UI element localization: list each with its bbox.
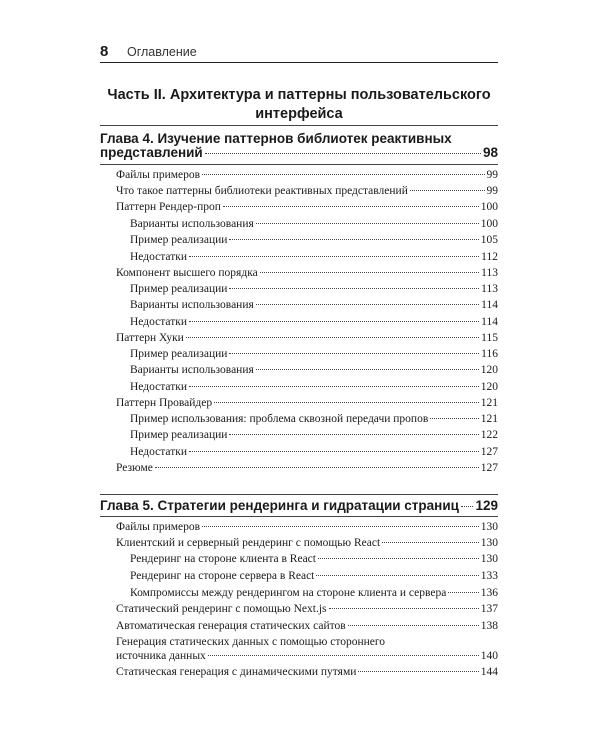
entry-page-number: 121 (480, 397, 498, 409)
dot-leader (329, 608, 479, 609)
entry-page-number: 115 (481, 332, 498, 344)
entry-title: Рендеринг на стороне сервера в React (130, 570, 315, 582)
entry-title: Файлы примеров (116, 521, 201, 533)
entry-title: Рендеринг на стороне клиента в React (130, 553, 316, 565)
toc-subentry[interactable] (130, 429, 498, 441)
toc-subentry[interactable] (130, 413, 498, 425)
part-title-line: Часть II. Архитектура и паттерны пользовательского (107, 87, 491, 103)
entry-page-number: 138 (480, 620, 498, 632)
dot-leader (214, 402, 479, 403)
dot-leader (410, 190, 485, 191)
toc-entry[interactable] (116, 332, 498, 344)
entry-title: Пример реализации (130, 234, 228, 246)
entry-title: Автоматическая генерация статических сайтов (116, 620, 346, 632)
toc-entry[interactable] (116, 185, 498, 197)
dot-leader (202, 526, 479, 527)
entry-page-number: 133 (480, 570, 498, 582)
entry-page-number: 144 (480, 666, 498, 678)
entry-page-number: 112 (481, 251, 498, 263)
dot-leader (202, 174, 484, 175)
toc-entry[interactable] (116, 666, 498, 678)
dot-leader (189, 451, 479, 452)
section-rule (100, 125, 498, 126)
entry-title: Файлы примеров (116, 169, 201, 181)
entry-page-number: 130 (480, 553, 498, 565)
dot-leader (205, 153, 481, 154)
entry-title: Пример реализации (130, 429, 228, 441)
entry-page-number: 114 (481, 299, 498, 311)
entry-title: Клиентский и серверный рендеринг с помощью React (116, 537, 381, 549)
dot-leader (358, 671, 478, 672)
toc-subentry[interactable] (130, 570, 498, 582)
entry-title: Недостатки (130, 251, 187, 263)
toc-entry[interactable] (116, 201, 498, 213)
toc-subentry[interactable] (130, 299, 498, 311)
entry-page-number: 121 (480, 413, 498, 425)
entry-title: Паттерн Провайдер (116, 397, 213, 409)
entry-page-number: 130 (480, 537, 498, 549)
toc-subentry[interactable] (130, 283, 498, 295)
chapter-entry[interactable] (100, 498, 498, 513)
chapter-title: Глава 4. Изучение паттернов библиотек реактивных (100, 131, 452, 146)
dot-leader (260, 272, 479, 273)
toc-subentry[interactable] (130, 553, 498, 565)
dot-leader (189, 386, 479, 387)
toc-entry[interactable] (116, 620, 498, 632)
entry-page-number: 100 (480, 218, 498, 230)
entry-title: Варианты использования (130, 299, 254, 311)
entry-page-number: 99 (486, 169, 498, 181)
dot-leader (155, 467, 479, 468)
entry-page-number: 127 (480, 462, 498, 474)
toc-entry[interactable] (116, 537, 498, 549)
dot-leader (186, 337, 479, 338)
toc-subentry[interactable] (130, 587, 498, 599)
entry-title: источника данных (116, 650, 206, 662)
toc-subentry[interactable] (130, 251, 498, 263)
entry-title: Паттерн Хуки (116, 332, 184, 344)
entry-page-number: 140 (480, 650, 498, 662)
part-title-line: интерфейса (255, 106, 343, 122)
entry-page-number: 130 (480, 521, 498, 533)
entry-title: Недостатки (130, 316, 187, 328)
toc-subentry[interactable] (130, 381, 498, 393)
toc-entry[interactable] (116, 397, 498, 409)
entry-title: Пример использования: проблема сквозной передачи пропов (130, 413, 429, 425)
entry-page-number: 116 (481, 348, 498, 360)
dot-leader (382, 542, 479, 543)
running-header-title: Оглавление (127, 45, 197, 59)
dot-leader (448, 592, 478, 593)
dot-leader (256, 369, 479, 370)
entry-page-number: 100 (480, 201, 498, 213)
entry-title: Недостатки (130, 381, 187, 393)
entry-page-number: 120 (480, 381, 498, 393)
toc-entry[interactable] (116, 169, 498, 181)
entry-title: Паттерн Рендер-проп (116, 201, 221, 213)
section-rule (100, 516, 498, 517)
entry-title: Пример реализации (130, 348, 228, 360)
dot-leader (348, 625, 479, 626)
dot-leader (316, 575, 478, 576)
entry-title: Варианты использования (130, 364, 254, 376)
section-rule (100, 164, 498, 165)
dot-leader (189, 321, 479, 322)
toc-subentry[interactable] (130, 316, 498, 328)
dot-leader (223, 206, 479, 207)
entry-page-number: 105 (480, 234, 498, 246)
section-rule (100, 494, 498, 495)
dot-leader (461, 506, 474, 507)
entry-page-number: 98 (482, 145, 498, 160)
dot-leader (256, 304, 479, 305)
entry-title: Резюме (116, 462, 153, 474)
dot-leader (229, 239, 478, 240)
entry-title: Варианты использования (130, 218, 254, 230)
entry-title: представлений (100, 145, 203, 160)
toc-entry[interactable] (116, 650, 498, 662)
toc-subentry[interactable] (130, 234, 498, 246)
dot-leader (189, 256, 479, 257)
toc-entry[interactable] (116, 521, 498, 533)
toc-entry-line: Генерация статических данных с помощью стороннего (116, 636, 386, 648)
dot-leader (256, 223, 479, 224)
toc-subentry[interactable] (130, 218, 498, 230)
dot-leader (318, 558, 479, 559)
entry-page-number: 114 (481, 316, 498, 328)
entry-title: Статическая генерация с динамическими путями (116, 666, 357, 678)
dot-leader (229, 288, 479, 289)
page-number: 8 (100, 43, 109, 60)
chapter-entry[interactable] (100, 145, 498, 160)
entry-title: Что такое паттерны библиотеки реактивных представлений (116, 185, 408, 197)
entry-title: Недостатки (130, 446, 187, 458)
toc-entry[interactable] (116, 603, 498, 615)
toc-entry[interactable] (116, 462, 498, 474)
toc-entry[interactable] (116, 267, 498, 279)
entry-page-number: 99 (486, 185, 498, 197)
dot-leader (430, 418, 478, 419)
entry-title: Компонент высшего порядка (116, 267, 258, 279)
entry-title: Статический рендеринг с помощью Next.js (116, 603, 327, 615)
entry-title: Пример реализации (130, 283, 228, 295)
dot-leader (229, 353, 479, 354)
dot-leader (208, 655, 479, 656)
entry-page-number: 113 (481, 283, 498, 295)
entry-page-number: 122 (480, 429, 498, 441)
entry-page-number: 137 (480, 603, 498, 615)
dot-leader (229, 434, 478, 435)
toc-subentry[interactable] (130, 348, 498, 360)
entry-page-number: 136 (480, 587, 498, 599)
entry-page-number: 127 (480, 446, 498, 458)
entry-page-number: 120 (480, 364, 498, 376)
entry-title: Компромиссы между рендерингом на стороне клиента и сервера (130, 587, 447, 599)
entry-page-number: 129 (475, 498, 498, 513)
toc-subentry[interactable] (130, 446, 498, 458)
toc-subentry[interactable] (130, 364, 498, 376)
entry-title: Глава 5. Стратегии рендеринга и гидратации страниц (100, 498, 459, 513)
entry-page-number: 113 (481, 267, 498, 279)
